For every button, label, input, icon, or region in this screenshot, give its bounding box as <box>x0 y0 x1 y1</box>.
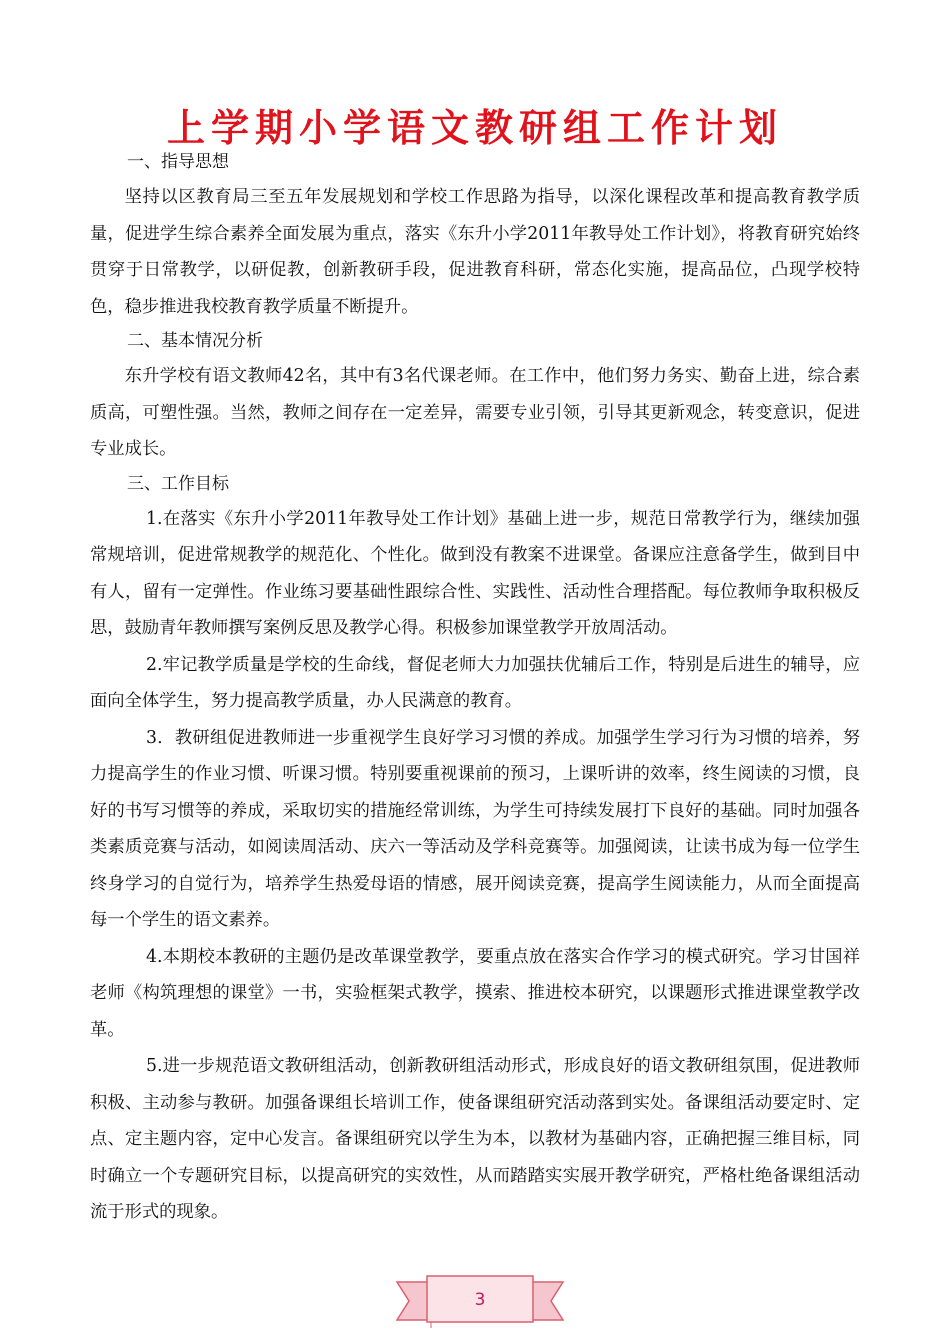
goal-item: 5.进一步规范语文教研组活动，创新教研组活动形式，形成良好的语文教研组氛围，促进教师积极、主动参与教研。加强备课组长培训工作，使备课组研究活动落到实处。备课组活动要定时、定点、定主题内容，定中心发言。备课组研究以学生为本，以教材为基础内容，正确把握三维目标，同时确立一个专题研究目标，以提高研究的实效性，从而踏踏实实展开教学研究，严格杜绝备课组活动流于形式的现象。 <box>90 1056 860 1222</box>
goal-item: 3．教研组促进教师进一步重视学生良好学习习惯的养成。加强学生学习行为习惯的培养，努力提高学生的作业习惯、听课习惯。特别要重视课前的预习，上课听讲的效率，终生阅读的习惯，良好的书写习惯等的养成，采取切实的措施经常训练，为学生可持续发展打下良好的基础。同时加强各类素质竞赛与活动，如阅读周活动、庆六一等活动及学科竞赛等。加强阅读，让读书成为每一位学生终身学习的自觉行为，培养学生热爱母语的情感，展开阅读竞赛，提高学生阅读能力，从而全面提高每一个学生的语文素养。 <box>90 727 860 930</box>
goal-item: 2.牢记教学质量是学校的生命线，督促老师大力加强扶优辅后工作，特别是后进生的辅导，应面向全体学生，努力提高教学质量，办人民满意的教育。 <box>90 654 860 711</box>
page-number-ribbon <box>395 1272 565 1334</box>
section-heading-guiding-ideology: 一、指导思想 <box>127 152 229 172</box>
page-number: 3 <box>474 1290 486 1310</box>
document-title: 上学期小学语文教研组工作计划 <box>166 106 783 150</box>
goal-item: 4.本期校本教研的主题仍是改革课堂教学，要重点放在落实合作学习的模式研究。学习甘国祥老师《构筑理想的课堂》一书，实验框架式教学，摸索、推进校本研究，以课题形式推进课堂教学改革。 <box>90 946 860 1040</box>
goal-item: 1.在落实《东升小学2011年教导处工作计划》基础上进一步，规范日常教学行为，继续加强常规培训，促进常规教学的规范化、个性化。做到没有教案不进课堂。备课应注意备学生，做到目中有人，留有一定弹性。作业练习要基础性跟综合性、实践性、活动性合理搭配。每位教师争取积极反思，鼓励青年教师撰写案例反思及教学心得。积极参加课堂教学开放周活动。 <box>90 508 860 638</box>
document-body <box>90 146 860 1231</box>
section-heading-situation-analysis: 二、基本情况分析 <box>127 331 263 351</box>
paragraph: 东升学校有语文教师42名，其中有3名代课老师。在工作中，他们努力务实、勤奋上进，综合素质高，可塑性强。当然，教师之间存在一定差异，需要专业引领，引导其更新观念，转变意识，促进专业成长。 <box>90 366 860 459</box>
section-heading-work-goals: 三、工作目标 <box>127 473 229 494</box>
paragraph: 坚持以区教育局三至五年发展规划和学校工作思路为指导，以深化课程改革和提高教育教学质量，促进学生综合素养全面发展为重点，落实《东升小学2011年教导处工作计划》，将教育研究始终贯穿于日常教学，以研促教，创新教研手段，促进教育科研，常态化实施，提高品位，凸现学校特色，稳步推进我校教育教学质量不断提升。 <box>90 187 860 317</box>
